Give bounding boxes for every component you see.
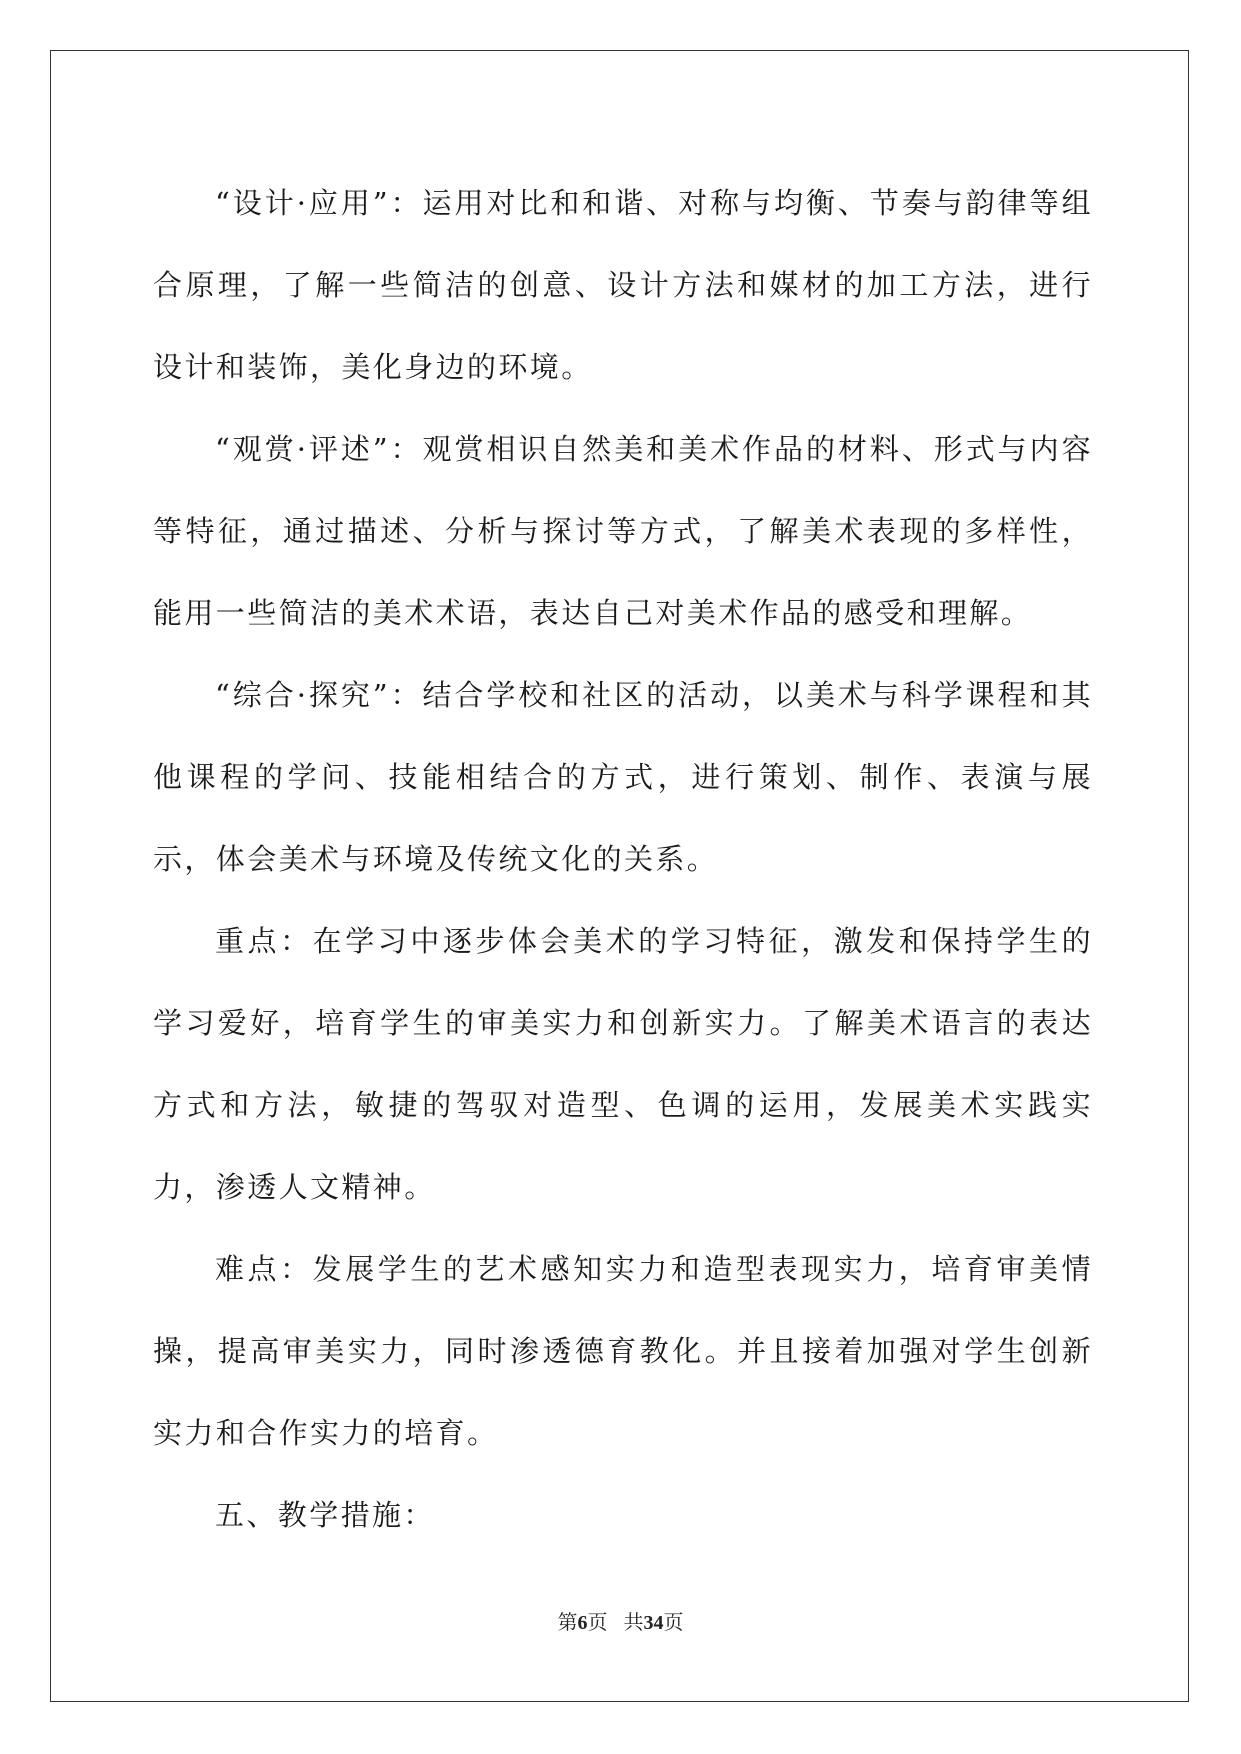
total-pages: 34 [643,1612,664,1634]
paragraph-appreciation-review: “观赏·评述”：观赏相识自然美和美术作品的材料、形式与内容等特征，通过描述、分析与探讨等方式，了解美术表现的多样性，能用一些简洁的美术术语，表达自己对美术作品的感受和理解。 [153,432,1093,630]
page-prefix: 第 [557,1612,578,1634]
page-number: 6 [577,1612,588,1634]
paragraph-design-application: “设计·应用”：运用对比和和谐、对称与均衡、节奏与韵律等组合原理，了解一些简洁的创意、设计方法和媒材的加工方法，进行设计和装饰，美化身边的环境。 [153,186,1093,384]
document-body [153,162,1093,1556]
total-prefix: 共 [623,1612,644,1634]
paragraph-key-points: 重点：在学习中逐步体会美术的学习特征，激发和保持学生的学习爱好，培育学生的审美实力和创新实力。了解美术语言的表达方式和方法，敏捷的驾驭对造型、色调的运用，发展美术实践实力，渗透人文精神。 [153,924,1093,1204]
paragraph-synthesis-exploration: “综合·探究”：结合学校和社区的活动，以美术与科学课程和其他课程的学问、技能相结合的方式，进行策划、制作、表演与展示，体会美术与环境及传统文化的关系。 [153,678,1093,876]
page-footer [0,1606,1241,1635]
paragraph-difficulties: 难点：发展学生的艺术感知实力和造型表现实力，培育审美情操，提高审美实力，同时渗透德育教化。并且接着加强对学生创新实力和合作实力的培育。 [153,1252,1093,1450]
total-suffix: 页 [663,1612,684,1634]
section-heading-teaching-measures: 五、教学措施： [215,1498,435,1532]
page-suffix: 页 [587,1612,608,1634]
